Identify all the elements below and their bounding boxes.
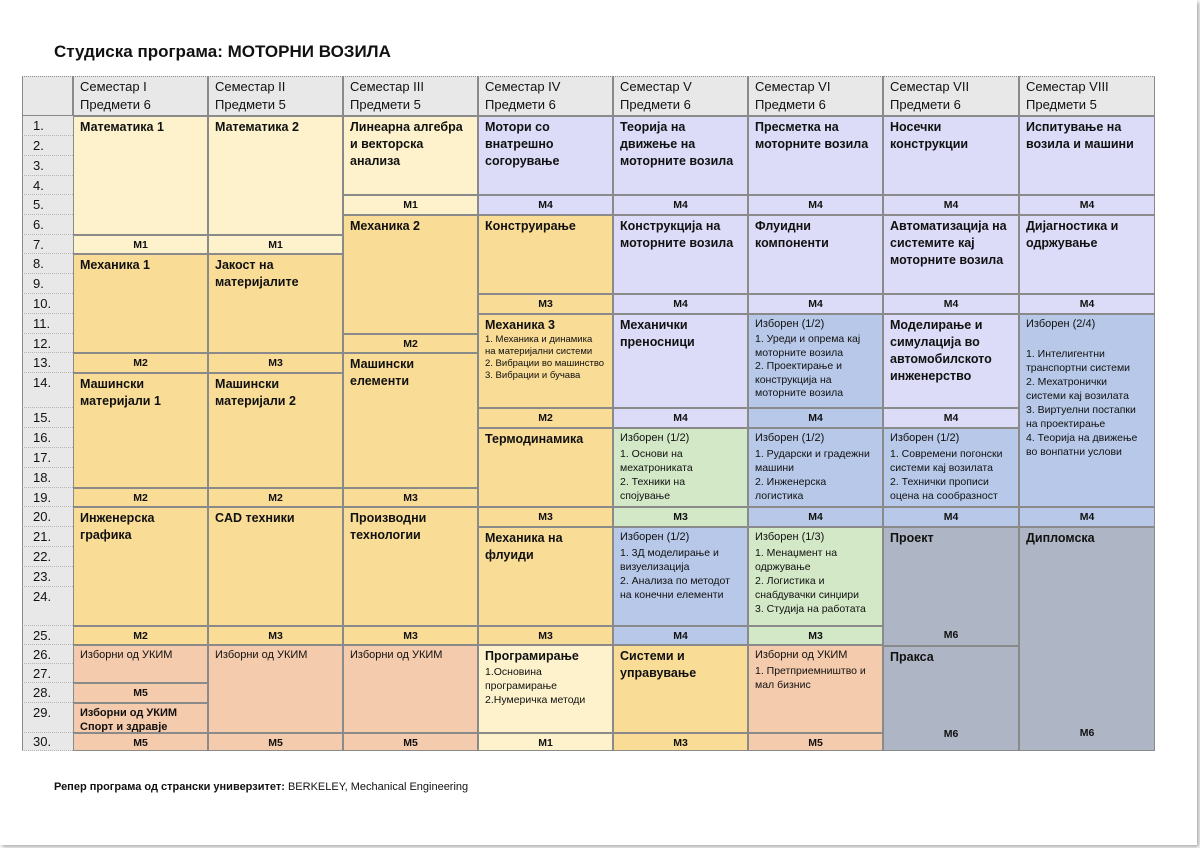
course-inzhenerska-grafika (73, 507, 208, 626)
row-number: 7. (22, 235, 73, 254)
course-label: CAD техники (215, 511, 295, 525)
semester-header (748, 76, 883, 116)
module-label: М5 (73, 683, 208, 703)
course-label: Механика 3 (485, 318, 555, 332)
module-label: М6 (883, 626, 1019, 646)
semester-header (343, 76, 478, 116)
module-label: М2 (73, 488, 208, 507)
row-number: 14. (22, 373, 73, 408)
row-number: 12. (22, 334, 73, 353)
course-label: движење на (620, 137, 696, 151)
course-label: Механика 2 (350, 219, 420, 233)
page-title: Студиска програма: МОТОРНИ ВОЗИЛА (54, 42, 391, 61)
course-izboren-3d-modeliranje (613, 527, 748, 626)
course-label: технологии (350, 528, 421, 542)
course-label: Изборни од УКИМ (215, 649, 308, 661)
course-label: Носечки (890, 120, 942, 134)
course-label: Јакост на (215, 258, 274, 272)
course-label: графика (80, 528, 132, 542)
course-presmetka-na-motornite-vozila (748, 116, 883, 195)
row-number: 29. (22, 703, 73, 733)
course-label: флуиди (485, 548, 534, 562)
course-konstruiranje (478, 215, 613, 294)
course-ispituvanje-na-vozila (1019, 116, 1155, 195)
row-number: 24. (22, 587, 73, 626)
course-avtomatizacija (883, 215, 1019, 294)
semester-name: Семестар IV (485, 79, 561, 94)
module-label: М5 (208, 733, 343, 751)
course-jakost-na-materijalite (208, 254, 343, 353)
course-label: Испитување на (1026, 120, 1122, 134)
module-label: М5 (748, 733, 883, 751)
row-number: 22. (22, 547, 73, 567)
module-label: М4 (1019, 195, 1155, 215)
semester-subjects: Предмети 5 (215, 97, 286, 112)
elective-list: 1. Рударски и градежни машини 2. Инженерска логистика (755, 448, 870, 502)
course-label: Механика 1 (80, 258, 150, 272)
course-nosechki-konstrukcii (883, 116, 1019, 195)
module-label: М4 (883, 294, 1019, 314)
course-izboren-uredi-i-oprema (748, 314, 883, 408)
semester-subjects: Предмети 6 (620, 97, 691, 112)
semester-header (613, 76, 748, 116)
course-label: материјали 2 (215, 394, 296, 408)
course-label: Математика 1 (80, 120, 164, 134)
course-label: Теорија на (620, 120, 686, 134)
module-label: М4 (883, 195, 1019, 215)
course-label: Конструирање (485, 219, 576, 233)
module-label: М4 (748, 408, 883, 428)
course-praksa (883, 646, 1019, 725)
course-izboren-pogonski-sistemi (883, 428, 1019, 507)
semester-name: Семестар VII (890, 79, 970, 94)
module-label: М6 (883, 725, 1019, 751)
course-label: Конструкција на (620, 219, 721, 233)
semester-subjects: Предмети 5 (350, 97, 421, 112)
course-izborni-ukim (73, 645, 208, 683)
semester-name: Семестар VIII (1026, 79, 1109, 94)
course-mehanika-3 (478, 314, 613, 408)
module-label: М2 (73, 353, 208, 373)
elective-head: Изборен (2/4) (1026, 318, 1096, 330)
module-label: М6 (1019, 724, 1155, 751)
elective-head: Изборен (1/3) (755, 531, 825, 543)
row-number: 4. (22, 176, 73, 195)
semester-header (208, 76, 343, 116)
module-label: М3 (613, 733, 748, 751)
semester-header (1019, 76, 1155, 116)
course-diplomska (1019, 527, 1155, 724)
module-label: М4 (1019, 294, 1155, 314)
course-label: материјалите (215, 275, 299, 289)
course-izboren-rudarski-mashini (748, 428, 883, 507)
course-label: Механика на (485, 531, 563, 545)
module-label: М3 (478, 626, 613, 645)
module-label: М2 (478, 408, 613, 428)
module-label: М4 (613, 626, 748, 645)
course-label: возила и машини (1026, 137, 1134, 151)
module-label: М4 (478, 195, 613, 215)
elective-head: Изборен (1/2) (620, 432, 690, 444)
course-label: анализа (350, 154, 401, 168)
course-izborni-sport (73, 703, 208, 733)
course-sistemi-i-upravuvanje (613, 645, 748, 733)
module-label: М4 (748, 294, 883, 314)
elective-list: 1. Механика и динамика на материјални системи 2. Вибрации во машинство 3. Вибрации и бучава (485, 334, 605, 381)
course-fluidni-komponenti (748, 215, 883, 294)
course-label: Математика 2 (215, 120, 299, 134)
module-label: М4 (613, 195, 748, 215)
elective-head: Изборен (1/2) (755, 432, 825, 444)
module-label: М3 (343, 488, 478, 507)
row-number: 17. (22, 448, 73, 468)
course-label: материјали 1 (80, 394, 161, 408)
course-label: Спорт и здравје (80, 721, 168, 733)
row-number: 1. (22, 116, 73, 136)
course-label: конструкции (890, 137, 969, 151)
row-number: 23. (22, 567, 73, 587)
module-label: М3 (748, 626, 883, 645)
module-label: М5 (73, 733, 208, 751)
row-number: 26. (22, 645, 73, 664)
course-mehanika-2 (343, 215, 478, 334)
module-label: М3 (343, 626, 478, 645)
course-label: Линеарна алгебра (350, 120, 463, 134)
course-label: моторните возила (620, 236, 734, 250)
module-label: М3 (208, 353, 343, 373)
row-number: 10. (22, 294, 73, 314)
course-label: автомобилското (890, 352, 992, 366)
row-number: 25. (22, 626, 73, 645)
course-konstrukcija-na-motornite-vozila (613, 215, 748, 294)
row-number: 30. (22, 733, 73, 751)
module-label: М3 (208, 626, 343, 645)
row-number: 11. (22, 314, 73, 334)
row-number: 2. (22, 136, 73, 156)
course-izborni-pretpriemnishtvo (748, 645, 883, 733)
course-cad-tehniki (208, 507, 343, 626)
course-programiranje (478, 645, 613, 733)
module-label: М4 (883, 507, 1019, 527)
module-label: М2 (208, 488, 343, 507)
semester-subjects: Предмети 6 (755, 97, 826, 112)
row-number: 21. (22, 527, 73, 547)
row-number: 13. (22, 353, 73, 373)
course-label: Машински (350, 357, 415, 371)
row-number: 15. (22, 408, 73, 428)
course-label: Флуидни (755, 219, 811, 233)
course-label: Моделирање и (890, 318, 983, 332)
semester-header (73, 76, 208, 116)
semester-subjects: Предмети 6 (485, 97, 556, 112)
course-label: Програмирање (485, 649, 579, 663)
course-izborni-ukim (343, 645, 478, 733)
course-label: моторните возила (620, 154, 734, 168)
course-label: Дипломска (1026, 531, 1095, 545)
module-label: М4 (1019, 507, 1155, 527)
elective-list: 1. Интелигентни транспортни системи 2. Мехатронички системи кај возилата 3. Виртуелни постапки на проектирање 4. Теорија на движење во вонпатни услови (1026, 348, 1138, 458)
course-label: преносници (620, 335, 695, 349)
course-label: и векторска (350, 137, 424, 151)
course-label: Машински (215, 377, 280, 391)
row-number: 27. (22, 664, 73, 683)
semester-subjects: Предмети 6 (890, 97, 961, 112)
course-label: системите кај (890, 236, 975, 250)
row-number: 9. (22, 274, 73, 294)
course-matematika-2 (208, 116, 343, 235)
course-motori-so-vnatreshno-sogoruvanje (478, 116, 613, 195)
elective-head: Изборен (1/2) (890, 432, 960, 444)
semester-name: Семестар III (350, 79, 425, 94)
course-mashinski-elementi (343, 353, 478, 488)
course-label: одржување (1026, 236, 1098, 250)
course-label: Машински (80, 377, 145, 391)
elective-list: 1. Современи погонски системи кај возилата 2. Технички прописи оцена на сообразност (890, 448, 1003, 502)
module-label: М4 (748, 507, 883, 527)
course-izboren-mehatronika (613, 428, 748, 507)
course-label: моторните возила (755, 137, 869, 151)
course-izborni-ukim (208, 645, 343, 733)
semester-name: Семестар I (80, 79, 147, 94)
semester-header (478, 76, 613, 116)
course-linearna-algebra (343, 116, 478, 195)
elective-list: 1. Претприемништво и мал бизнис (755, 665, 866, 691)
module-label: М3 (478, 294, 613, 314)
elective-list: 1. Уреди и опрема каj моторните возила 2. Проектирање и конструкција на моторните возила (755, 333, 861, 399)
course-label: Инженерска (80, 511, 155, 525)
module-label: М1 (208, 235, 343, 254)
course-label: Автоматизација на (890, 219, 1007, 233)
elective-list: 1.Основина програмирање 2.Нумеричка методи (485, 666, 586, 706)
course-label: Термодинамика (485, 432, 584, 446)
course-label: Мотори со (485, 120, 550, 134)
module-label: М1 (343, 195, 478, 215)
course-label: согорување (485, 154, 560, 168)
course-label: управување (620, 666, 697, 680)
semester-subjects: Предмети 6 (80, 97, 151, 112)
course-termodinamika (478, 428, 613, 507)
module-label: М4 (883, 408, 1019, 428)
header-corner (22, 76, 73, 116)
module-label: М3 (478, 507, 613, 527)
course-label: Дијагностика и (1026, 219, 1119, 233)
course-label: Изборни од УКИМ (80, 649, 173, 661)
course-label: инженерство (890, 369, 972, 383)
footer-value: BERKELEY, Mechanical Engineering (287, 781, 469, 793)
module-label: М4 (613, 408, 748, 428)
row-number: 8. (22, 254, 73, 274)
module-label: М3 (613, 507, 748, 527)
course-label: компоненти (755, 236, 829, 250)
course-proizvodni-tehnologii (343, 507, 478, 626)
elective-head: Изборен (1/2) (755, 318, 825, 330)
module-label: М4 (748, 195, 883, 215)
row-number: 19. (22, 488, 73, 507)
reference-footer (54, 781, 468, 793)
course-label: Пракса (890, 650, 934, 664)
row-number: 20. (22, 507, 73, 527)
course-label: симулација во (890, 335, 980, 349)
course-label: Изборни од УКИМ (80, 707, 178, 719)
footer-label: Репер програма од странски универзитет: (54, 781, 285, 793)
course-label: Пресметка на (755, 120, 839, 134)
row-number: 6. (22, 215, 73, 235)
module-label: М2 (73, 626, 208, 645)
elective-list: 1. Менаџмент на одржување 2. Логистика и снабдувачки синџири 3. Студија на работата (755, 547, 866, 615)
elective-list: 1. 3Д моделирање и визуелизација 2. Анализа по методот на конечни елементи (620, 547, 730, 601)
row-number: 5. (22, 195, 73, 215)
course-mashinski-materijali-1 (73, 373, 208, 488)
elective-head: Изборни од УКИМ (755, 649, 848, 661)
module-label: М1 (73, 235, 208, 254)
row-number: 16. (22, 428, 73, 448)
course-mehanika-na-fluidi (478, 527, 613, 626)
course-mashinski-materijali-2 (208, 373, 343, 488)
row-number: 3. (22, 156, 73, 176)
row-number: 28. (22, 683, 73, 703)
semester-header (883, 76, 1019, 116)
course-dijagnostika (1019, 215, 1155, 294)
course-label: Системи и (620, 649, 685, 663)
course-izboren-inteligentni-sistemi (1019, 314, 1155, 507)
course-modeliranje-i-simulacija (883, 314, 1019, 408)
semester-name: Семестар V (620, 79, 692, 94)
course-label: елементи (350, 374, 410, 388)
course-label: Производни (350, 511, 427, 525)
module-label: М1 (478, 733, 613, 751)
semester-subjects: Предмети 5 (1026, 97, 1097, 112)
course-matematika-1 (73, 116, 208, 235)
module-label: М5 (343, 733, 478, 751)
course-mehanichki-prenosnici (613, 314, 748, 408)
course-label: Механички (620, 318, 688, 332)
module-label: М2 (343, 334, 478, 353)
course-mehanika-1 (73, 254, 208, 353)
course-teorija-na-dvizhenje (613, 116, 748, 195)
semester-name: Семестар II (215, 79, 286, 94)
course-izboren-menadzhment (748, 527, 883, 626)
course-label: внатрешно (485, 137, 554, 151)
course-label: Изборни од УКИМ (350, 649, 443, 661)
course-label: Проект (890, 531, 934, 545)
row-number: 18. (22, 468, 73, 488)
elective-list: 1. Основи на мехатрониката 2. Техники на спојување (620, 448, 693, 502)
semester-name: Семестар VI (755, 79, 831, 94)
module-label: М4 (613, 294, 748, 314)
elective-head: Изборен (1/2) (620, 531, 690, 543)
course-label: моторните возила (890, 253, 1004, 267)
